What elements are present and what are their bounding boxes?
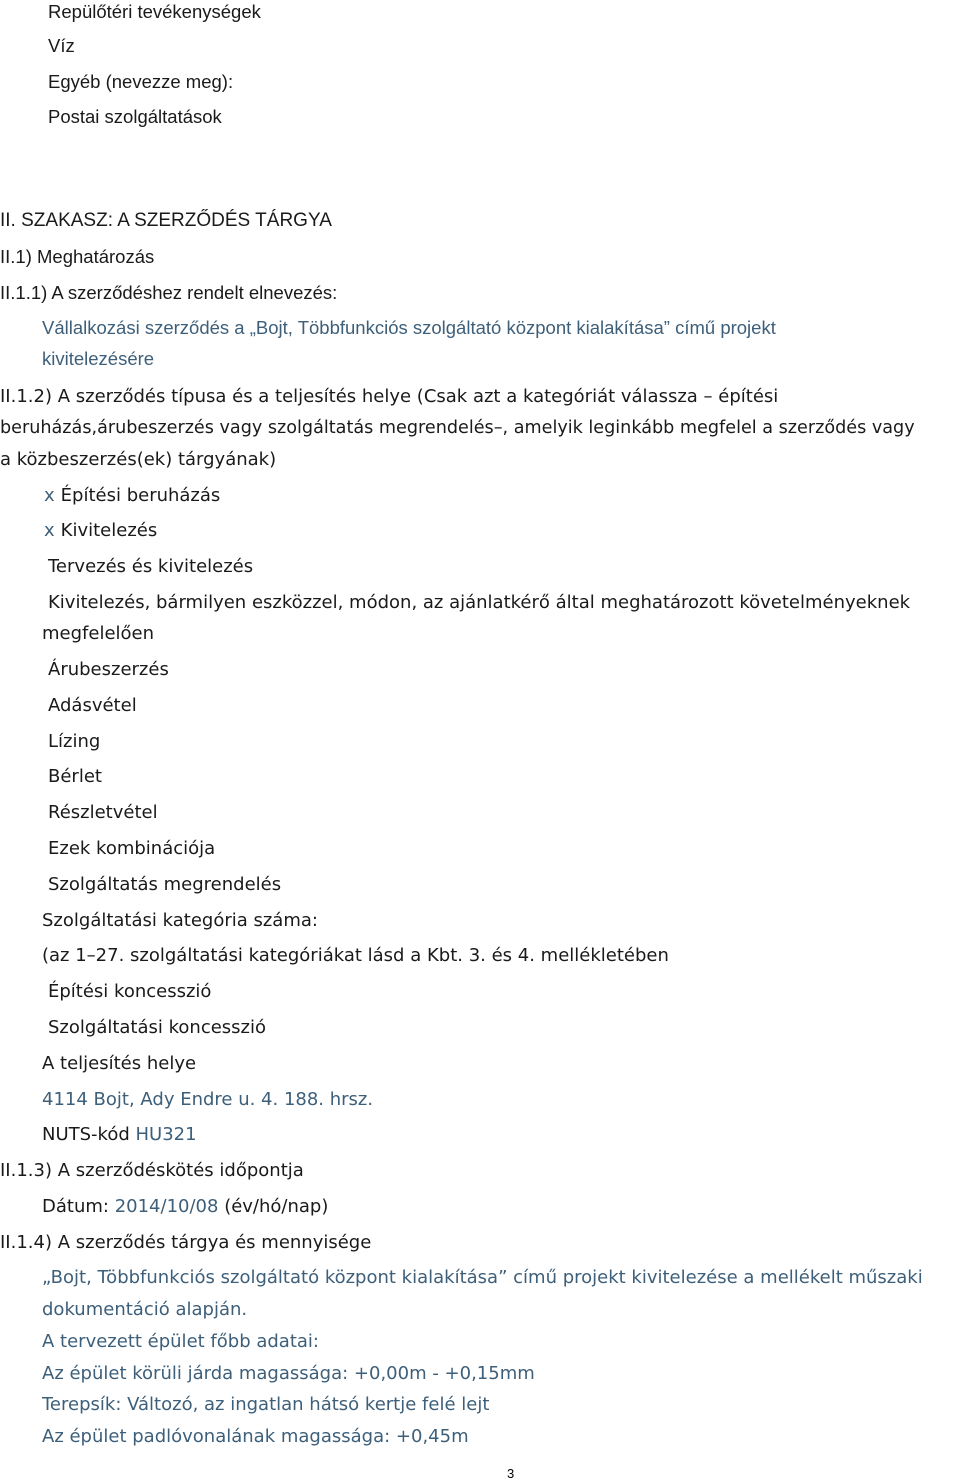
subsection-ii1: II.1) Meghatározás	[0, 246, 155, 267]
option-purchase: Adásvétel	[48, 695, 137, 716]
section-heading: II. SZAKASZ: A SZERZŐDÉS TÁRGYA	[0, 210, 332, 231]
place-label: A teljesítés helye	[42, 1053, 197, 1074]
service-category-label: Szolgáltatási kategória száma:	[42, 910, 318, 931]
checked-mark: x	[44, 485, 55, 506]
building-sidewalk-height: Az épület körüli járda magassága: +0,00m - +0,15mm	[42, 1363, 535, 1384]
service-category-note: (az 1–27. szolgáltatási kategóriákat lásd a Kbt. 3. és 4. mellékletében	[42, 945, 669, 966]
contract-date	[42, 1195, 328, 1219]
nuts-label: NUTS-kód	[42, 1124, 130, 1145]
activity-other: Egyéb (nevezze meg):	[48, 71, 234, 92]
option-service-concession: Szolgáltatási koncesszió	[48, 1017, 267, 1038]
subsection-ii12-line3: a közbeszerzés(ek) tárgyának)	[0, 449, 277, 470]
nuts-code	[42, 1123, 197, 1147]
subsection-ii13-label: II.1.3) A szerződéskötés időpontja	[0, 1160, 304, 1181]
option-combination: Ezek kombinációja	[48, 838, 216, 859]
option-execution-label: Kivitelezés	[60, 520, 158, 541]
option-works	[44, 484, 220, 508]
contract-title-line1: Vállalkozási szerződés a „Bojt, Többfunkciós szolgáltató központ kialakítása” című projekt	[42, 317, 776, 338]
date-value: 2014/10/08	[114, 1196, 219, 1217]
date-format: (év/hó/nap)	[224, 1196, 329, 1217]
option-works-concession: Építési koncesszió	[48, 981, 212, 1002]
option-installment: Részletvétel	[48, 802, 158, 823]
building-data-title: A tervezett épület főbb adatai:	[42, 1331, 319, 1352]
checked-mark: x	[44, 520, 55, 541]
page-number: 3	[507, 1466, 515, 1481]
option-design: Tervezés és kivitelezés	[48, 556, 254, 577]
place-value: 4114 Bojt, Ady Endre u. 4. 188. hrsz.	[42, 1089, 374, 1110]
option-rent: Bérlet	[48, 766, 102, 787]
option-works-label: Építési beruházás	[60, 485, 221, 506]
option-leasing: Lízing	[48, 731, 101, 752]
subject-description-line2: dokumentáció alapján.	[42, 1299, 248, 1320]
contract-title-line2: kivitelezésére	[42, 348, 155, 369]
nuts-value: HU321	[135, 1124, 197, 1145]
option-supply: Árubeszerzés	[48, 659, 169, 680]
option-services: Szolgáltatás megrendelés	[48, 874, 282, 895]
date-label: Dátum:	[42, 1196, 109, 1217]
activity-postal: Postai szolgáltatások	[48, 106, 222, 127]
subject-description-line1: „Bojt, Többfunkciós szolgáltató központ kialakítása” című projekt kivitelezése a mellékelt műszaki	[42, 1267, 923, 1288]
building-terrain: Terepsík: Változó, az ingatlan hátsó kertje felé lejt	[42, 1394, 490, 1415]
subsection-ii11-label: II.1.1) A szerződéshez rendelt elnevezés:	[0, 282, 338, 303]
activity-airport: Repülőtéri tevékenységek	[48, 1, 261, 22]
option-any-means-line1: Kivitelezés, bármilyen eszközzel, módon, az ajánlatkérő által meghatározott követelményeknek	[48, 592, 911, 613]
building-floor-height: Az épület padlóvonalának magassága: +0,45m	[42, 1426, 469, 1447]
subsection-ii12-line2: beruházás,árubeszerzés vagy szolgáltatás megrendelés–, amelyik leginkább megfelel a szerződés vagy	[0, 418, 915, 438]
option-any-means-line2: megfelelően	[42, 623, 155, 644]
subsection-ii14-label: II.1.4) A szerződés tárgya és mennyisége	[0, 1232, 372, 1253]
activity-water: Víz	[48, 35, 75, 56]
subsection-ii12-line1: II.1.2) A szerződés típusa és a teljesítés helye (Csak azt a kategóriát válassza – építési	[0, 386, 779, 407]
option-execution	[44, 519, 157, 543]
